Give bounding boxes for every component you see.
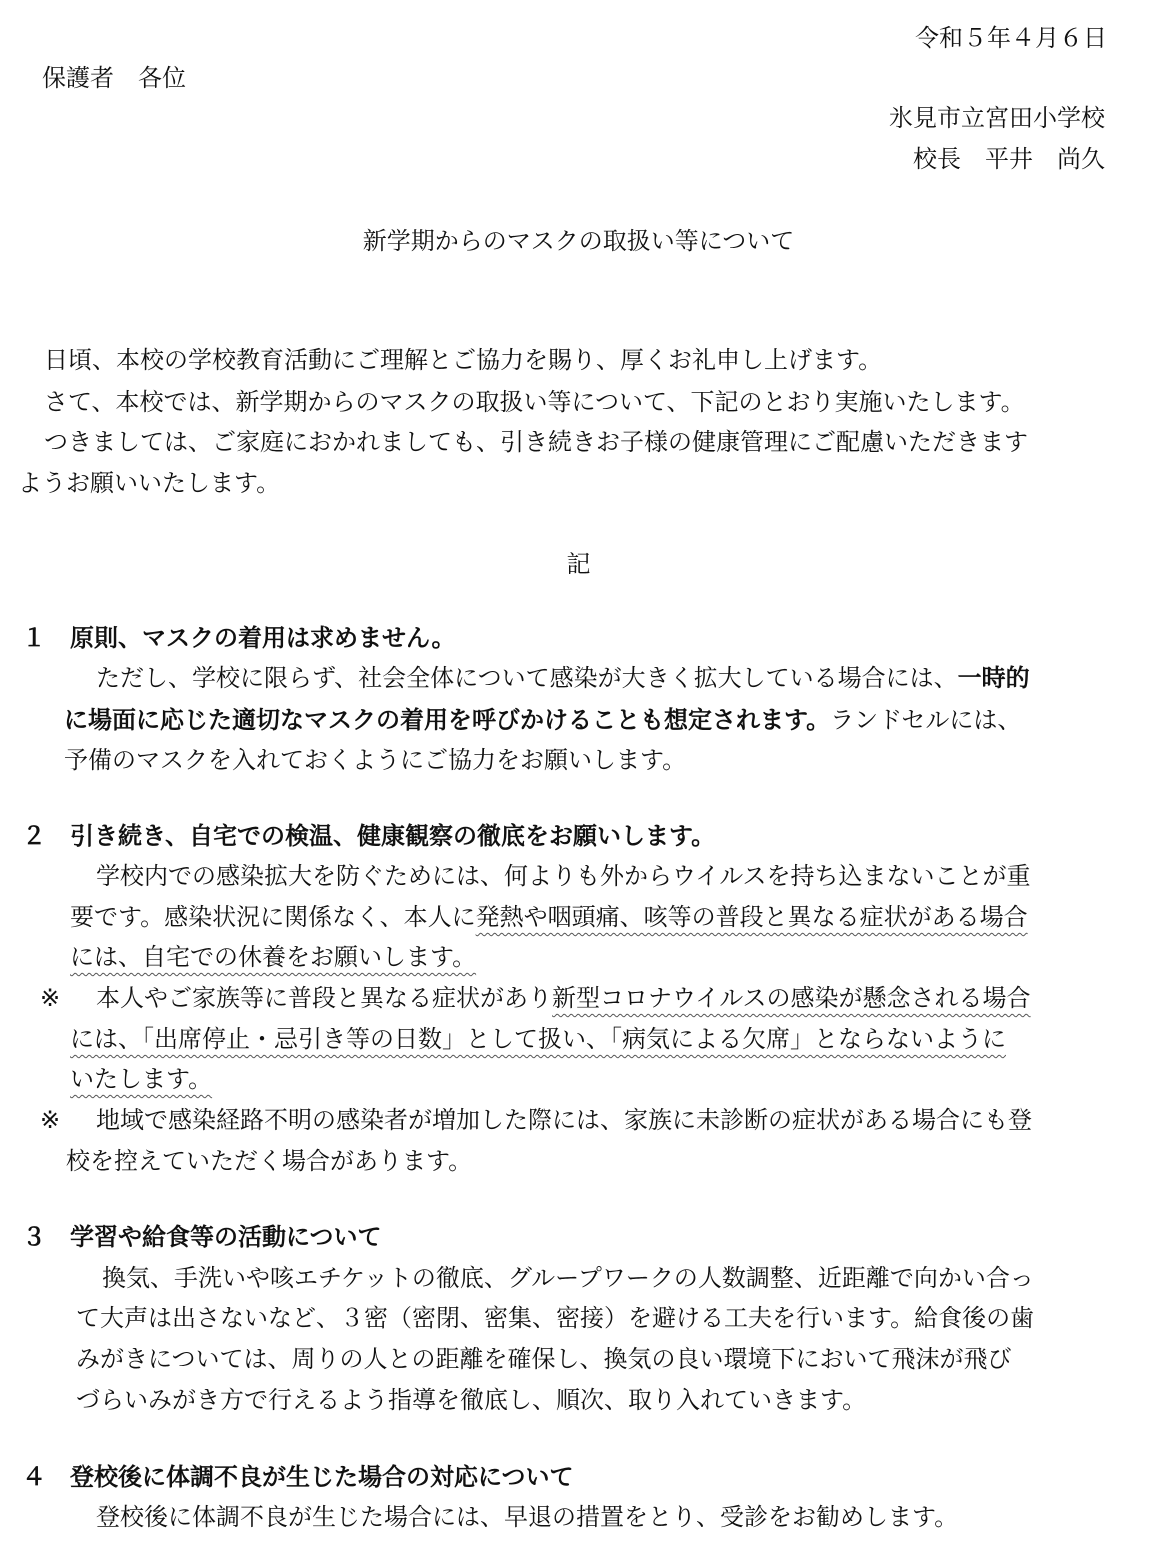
section-1-line-1: ただし、学校に限らず、社会全体について感染が大きく拡大している場合には、一時的: [96, 664, 1030, 692]
section-2-heading: 引き続き、自宅での検温、健康観察の徹底をお願いします。: [70, 822, 716, 850]
section-2-line-3: には、自宅での休養をお願いします。: [70, 943, 477, 971]
section-3-heading: 学習や給食等の活動について: [70, 1223, 382, 1251]
school-name: 氷見市立宮田小学校: [889, 104, 1105, 132]
section-3-number: ３: [22, 1223, 46, 1251]
section-1-number: １: [22, 624, 46, 652]
section-3-line-4: づらいみがき方で行えるよう指導を徹底し、順次、取り入れていきます。: [76, 1386, 867, 1414]
principal-name: 校長 平井 尚久: [913, 145, 1105, 173]
document-title: 新学期からのマスクの取扱い等について: [362, 227, 795, 255]
recipient: 保護者 各位: [42, 64, 186, 92]
section-2-number: ２: [22, 822, 46, 850]
ki-marker: 記: [566, 550, 591, 578]
section-3-line-2: て大声は出さないなど、３密（密閉、密集、密接）を避ける工夫を行います。給食後の歯: [76, 1304, 1035, 1332]
section-1-line-3: 予備のマスクを入れておくようにご協力をお願いします。: [64, 746, 687, 774]
note-2-line-1: 地域で感染経路不明の感染者が増加した際には、家族に未診断の症状がある場合にも登: [96, 1106, 1032, 1134]
section-3-line-3: みがきについては、周りの人との距離を確保し、換気の良い環境下において飛沫が飛び: [76, 1345, 1012, 1373]
section-2-line-2: 要です。感染状況に関係なく、本人に発熱や咽頭痛、咳等の普段と異なる症状がある場合: [70, 903, 1028, 931]
section-1-line-2: に場面に応じた適切なマスクの着用を呼びかけることも想定されます。ランドセルには、: [64, 706, 1022, 734]
section-4-heading: 登校後に体調不良が生じた場合の対応について: [70, 1463, 574, 1491]
section-2-line-1: 学校内での感染拡大を防ぐためには、何よりも外からウイルスを持ち込まないことが重: [96, 862, 1031, 890]
intro-line-4: ようお願いいたします。: [18, 469, 281, 497]
section-4-line-1: 登校後に体調不良が生じた場合には、早退の措置をとり、受診をお勧めします。: [96, 1503, 959, 1531]
intro-line-3: つきましては、ご家庭におかれましても、引き続きお子様の健康管理にご配慮いただきます: [44, 428, 1028, 456]
section-3-line-1: 換気、手洗いや咳エチケットの徹底、グループワークの人数調整、近距離で向かい合っ: [102, 1264, 1034, 1292]
intro-line-2: さて、本校では、新学期からのマスクの取扱い等について、下記のとおり実施いたします。: [44, 388, 1025, 416]
section-4-number: ４: [22, 1463, 46, 1491]
note-1-line-1: 本人やご家族等に普段と異なる症状があり新型コロナウイルスの感染が懸念される場合: [96, 984, 1031, 1012]
note-1-mark: ※: [40, 984, 61, 1012]
document-date: 令和５年４月６日: [915, 24, 1107, 52]
note-2-mark: ※: [40, 1106, 61, 1134]
intro-line-1: 日頃、本校の学校教育活動にご理解とご協力を賜り、厚くお礼申し上げます。: [44, 346, 883, 374]
section-1-heading: 原則、マスクの着用は求めません。: [70, 624, 456, 652]
note-1-line-2: には、「出席停止・忌引き等の日数」として扱い、「病気による欠席」とならないように: [70, 1025, 1006, 1053]
note-1-line-3: いたします。: [70, 1065, 213, 1093]
note-2-line-2: 校を控えていただく場合があります。: [66, 1147, 473, 1175]
